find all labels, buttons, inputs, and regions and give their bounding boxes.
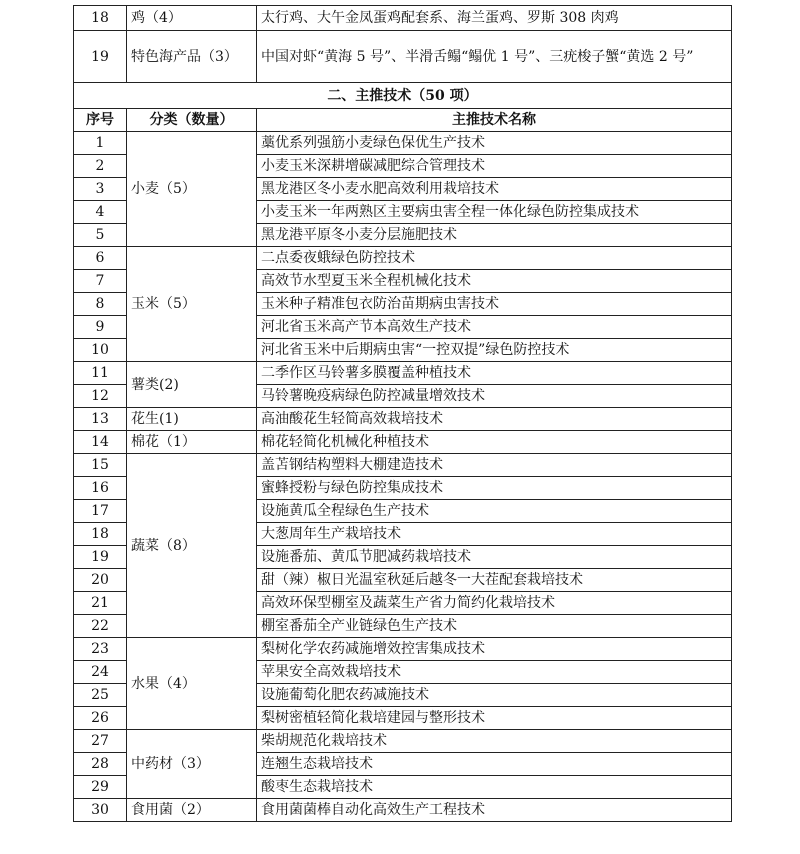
row-category: 玉米（5） [127, 247, 257, 362]
table-body [74, 6, 732, 822]
row-category: 小麦（5） [127, 132, 257, 247]
row-number: 20 [74, 569, 127, 592]
row-number: 16 [74, 477, 127, 500]
row-number: 27 [74, 730, 127, 753]
row-name: 太行鸡、大午金凤蛋鸡配套系、海兰蛋鸡、罗斯 308 肉鸡 [257, 6, 732, 31]
row-name: 玉米种子精准包衣防治苗期病虫害技术 [257, 293, 732, 316]
row-number: 9 [74, 316, 127, 339]
row-name: 藁优系列强筋小麦绿色保优生产技术 [257, 132, 732, 155]
row-number: 14 [74, 431, 127, 454]
row-name: 梨树密植轻简化栽培建园与整形技术 [257, 707, 732, 730]
row-name: 苹果安全高效栽培技术 [257, 661, 732, 684]
table-row [74, 730, 732, 753]
row-name: 食用菌菌棒自动化高效生产工程技术 [257, 799, 732, 822]
row-name: 小麦玉米一年两熟区主要病虫害全程一体化绿色防控集成技术 [257, 201, 732, 224]
row-number: 18 [74, 6, 127, 31]
row-name: 中国对虾“黄海 5 号”、半滑舌鳎“鳎优 1 号”、三疣梭子蟹“黄选 2 号” [257, 31, 732, 83]
row-number: 8 [74, 293, 127, 316]
row-name: 柴胡规范化栽培技术 [257, 730, 732, 753]
row-category: 食用菌（2） [127, 799, 257, 822]
row-name: 小麦玉米深耕增碳减肥综合管理技术 [257, 155, 732, 178]
table-row [74, 408, 732, 431]
row-number: 13 [74, 408, 127, 431]
table-row [74, 362, 732, 385]
row-name: 二季作区马铃薯多膜覆盖种植技术 [257, 362, 732, 385]
row-name: 黑龙港区冬小麦水肥高效利用栽培技术 [257, 178, 732, 201]
header-name: 主推技术名称 [257, 109, 732, 132]
row-category: 蔬菜（8） [127, 454, 257, 638]
row-name: 高油酸花生轻简高效栽培技术 [257, 408, 732, 431]
row-number: 2 [74, 155, 127, 178]
row-category: 花生(1) [127, 408, 257, 431]
header-category: 分类（数量） [127, 109, 257, 132]
section-row [74, 83, 732, 109]
row-number: 26 [74, 707, 127, 730]
row-name: 棉花轻简化机械化种植技术 [257, 431, 732, 454]
row-number: 30 [74, 799, 127, 822]
row-name: 黑龙港平原冬小麦分层施肥技术 [257, 224, 732, 247]
header-number: 序号 [74, 109, 127, 132]
table-row [74, 431, 732, 454]
row-number: 19 [74, 546, 127, 569]
row-name: 梨树化学农药减施增效控害集成技术 [257, 638, 732, 661]
row-name: 盖苫钢结构塑料大棚建造技术 [257, 454, 732, 477]
tech-table [73, 5, 732, 822]
section-title: 二、主推技术（50 项） [74, 83, 732, 109]
row-name: 高效节水型夏玉米全程机械化技术 [257, 270, 732, 293]
row-number: 11 [74, 362, 127, 385]
table-row [74, 454, 732, 477]
row-number: 15 [74, 454, 127, 477]
row-category: 中药材（3） [127, 730, 257, 799]
table-row [74, 638, 732, 661]
row-number: 25 [74, 684, 127, 707]
row-number: 17 [74, 500, 127, 523]
row-name: 棚室番茄全产业链绿色生产技术 [257, 615, 732, 638]
row-number: 3 [74, 178, 127, 201]
row-number: 29 [74, 776, 127, 799]
row-number: 1 [74, 132, 127, 155]
row-name: 设施黄瓜全程绿色生产技术 [257, 500, 732, 523]
row-name: 大葱周年生产栽培技术 [257, 523, 732, 546]
row-number: 19 [74, 31, 127, 83]
row-name: 连翘生态栽培技术 [257, 753, 732, 776]
table-row [74, 6, 732, 31]
row-category: 薯类(2) [127, 362, 257, 408]
row-number: 23 [74, 638, 127, 661]
row-name: 设施葡萄化肥农药减施技术 [257, 684, 732, 707]
header-row [74, 109, 732, 132]
row-number: 22 [74, 615, 127, 638]
row-name: 马铃薯晚疫病绿色防控减量增效技术 [257, 385, 732, 408]
row-category: 特色海产品（3） [127, 31, 257, 83]
row-number: 4 [74, 201, 127, 224]
row-category: 鸡（4） [127, 6, 257, 31]
row-category: 水果（4） [127, 638, 257, 730]
row-number: 12 [74, 385, 127, 408]
row-category: 棉花（1） [127, 431, 257, 454]
table-row [74, 132, 732, 155]
row-number: 18 [74, 523, 127, 546]
row-name: 蜜蜂授粉与绿色防控集成技术 [257, 477, 732, 500]
row-number: 10 [74, 339, 127, 362]
row-number: 5 [74, 224, 127, 247]
row-name: 设施番茄、黄瓜节肥减药栽培技术 [257, 546, 732, 569]
row-number: 28 [74, 753, 127, 776]
row-number: 21 [74, 592, 127, 615]
row-name: 二点委夜蛾绿色防控技术 [257, 247, 732, 270]
row-name: 河北省玉米中后期病虫害“一控双提”绿色防控技术 [257, 339, 732, 362]
row-number: 7 [74, 270, 127, 293]
row-name: 甜（辣）椒日光温室秋延后越冬一大茬配套栽培技术 [257, 569, 732, 592]
table-row [74, 799, 732, 822]
row-number: 24 [74, 661, 127, 684]
row-number: 6 [74, 247, 127, 270]
table-row [74, 247, 732, 270]
table-row [74, 31, 732, 83]
row-name: 河北省玉米高产节本高效生产技术 [257, 316, 732, 339]
row-name: 高效环保型棚室及蔬菜生产省力简约化栽培技术 [257, 592, 732, 615]
row-name: 酸枣生态栽培技术 [257, 776, 732, 799]
